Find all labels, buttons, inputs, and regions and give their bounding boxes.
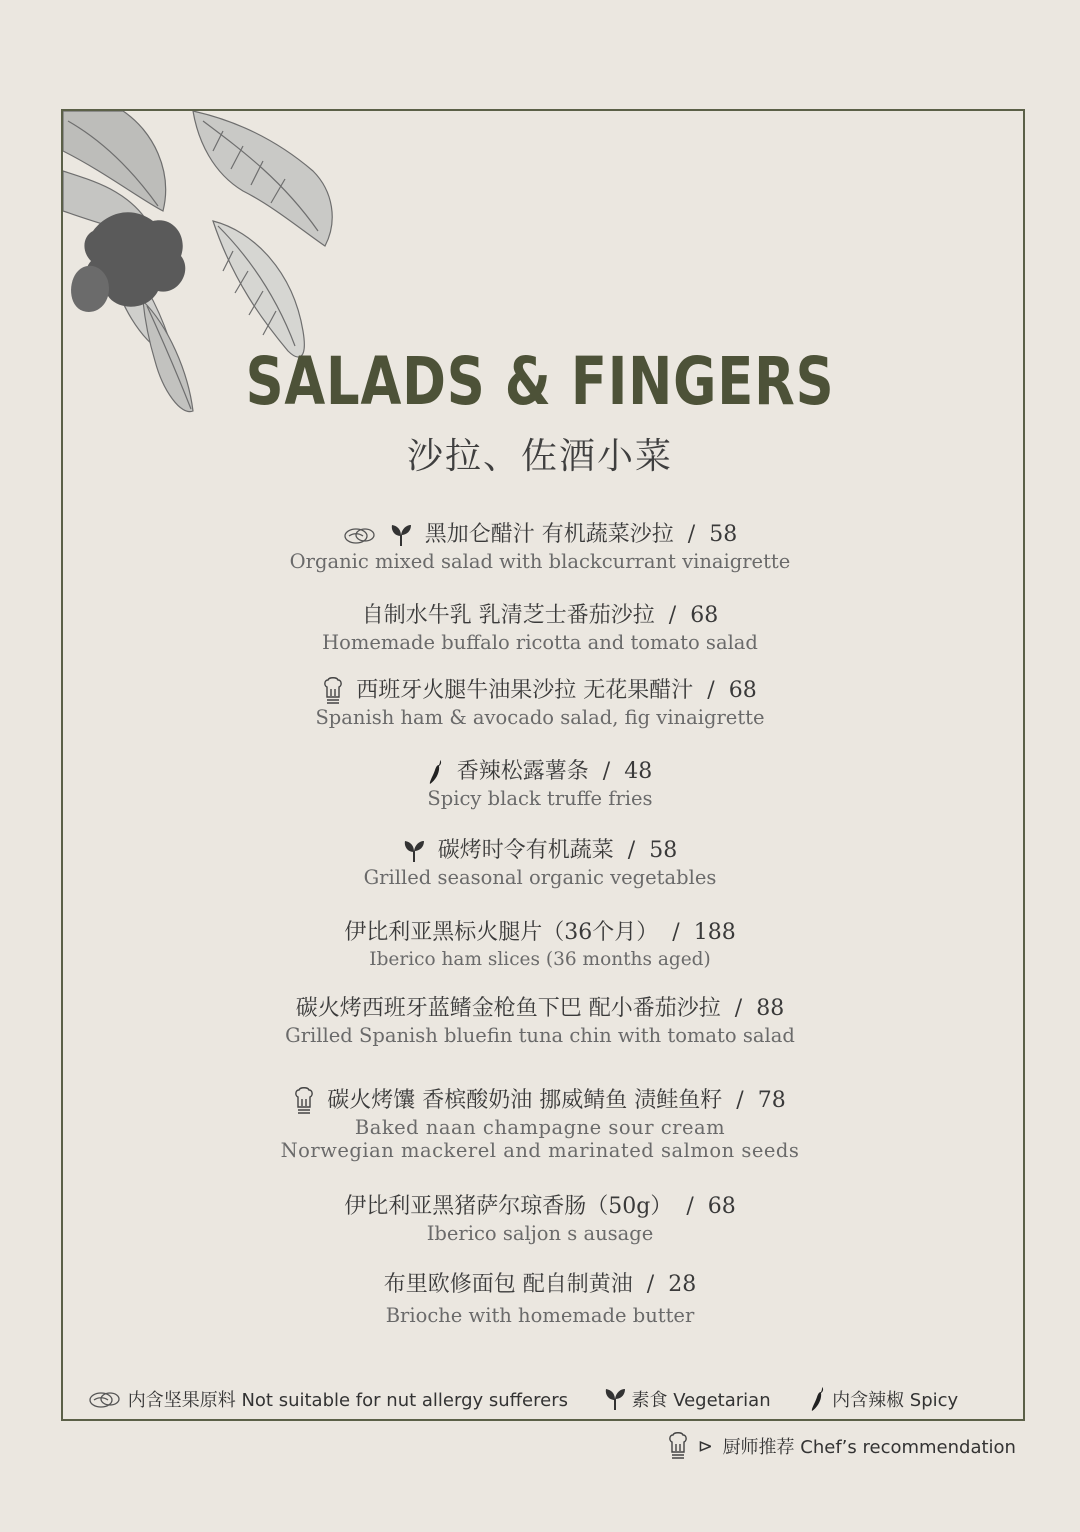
arrow-icon: ⊳ [697, 1435, 713, 1457]
item-en-line2: Norwegian mackerel and marinated salmon seeds [280, 1139, 800, 1162]
nut-icon [343, 524, 377, 546]
vegetarian-icon [403, 839, 425, 863]
menu-item [140, 1192, 940, 1245]
icon-legend [88, 1385, 1008, 1413]
separator: / [668, 603, 677, 628]
item-price: 68 [690, 603, 719, 628]
item-cn: 自制水牛乳 乳清芝士番茄沙拉 [361, 603, 655, 628]
separator: / [646, 1272, 655, 1297]
item-en: Iberico saljon s ausage [426, 1222, 654, 1245]
item-cn: 西班牙火腿牛油果沙拉 无花果醋汁 [356, 678, 694, 703]
item-price: 48 [624, 759, 653, 784]
legend-nut: 内含坚果原料 Not suitable for nut allergy sufferers [127, 1390, 568, 1411]
chef-hat-icon [323, 677, 343, 705]
chef-recommendation-legend [668, 1432, 1016, 1460]
legend-vegetarian: 素食 Vegetarian [631, 1390, 771, 1411]
item-en: Iberico ham slices (36 months aged) [369, 949, 711, 970]
legend-chef: 厨师推荐 Chef’s recommendation [722, 1437, 1016, 1458]
item-en: Grilled seasonal organic vegetables [363, 866, 717, 889]
chef-hat-icon [668, 1432, 688, 1460]
item-cn: 碳火烤西班牙蓝鳍金枪鱼下巴 配小番茄沙拉 [295, 996, 721, 1021]
item-en: Organic mixed salad with blackcurrant vinaigrette [289, 550, 791, 573]
menu-item [140, 757, 940, 810]
menu-item [140, 601, 940, 654]
chef-hat-icon [294, 1087, 314, 1115]
item-en: Homemade buffalo ricotta and tomato salad [322, 631, 758, 654]
separator: / [707, 678, 715, 703]
menu-item [140, 994, 940, 1047]
separator: / [627, 838, 636, 863]
menu-item [140, 1086, 940, 1162]
nut-icon [88, 1388, 122, 1410]
separator: / [686, 1194, 694, 1219]
item-price: 88 [756, 996, 785, 1021]
chili-icon [428, 758, 444, 786]
separator: / [736, 1088, 744, 1113]
item-price: 68 [728, 678, 757, 703]
separator: / [734, 996, 743, 1021]
item-cn: 碳火烤馕 香槟酸奶油 挪威鲭鱼 渍鲑鱼籽 [327, 1088, 723, 1113]
menu-item [140, 836, 940, 889]
item-en: Baked naan champagne sour cream [354, 1116, 726, 1139]
item-en: Brioche with homemade butter [385, 1304, 695, 1327]
item-price: 58 [709, 522, 738, 547]
legend-spicy: 内含辣椒 Spicy [832, 1390, 959, 1411]
item-cn: 黑加仑醋汁 有机蔬菜沙拉 [424, 522, 674, 547]
item-price: 28 [668, 1272, 697, 1297]
item-price: 68 [707, 1194, 736, 1219]
item-cn: 伊比利亚黑猪萨尔琼香肠（50g） [344, 1194, 673, 1219]
menu-item [140, 1270, 940, 1327]
separator: / [602, 759, 611, 784]
item-price: 188 [693, 920, 736, 945]
separator: / [672, 920, 680, 945]
item-en: Grilled Spanish bluefin tuna chin with tomato salad [285, 1024, 795, 1047]
item-en: Spanish ham & avocado salad, fig vinaigrette [315, 706, 765, 729]
menu-item [140, 676, 940, 729]
item-cn: 伊比利亚黑标火腿片（36个月） [344, 920, 659, 945]
vegetarian-icon [390, 523, 412, 547]
vegetarian-icon [604, 1386, 626, 1412]
separator: / [687, 522, 696, 547]
menu-title: SALADS & FINGERS [245, 343, 835, 420]
menu-item [140, 520, 940, 573]
chili-icon [810, 1385, 826, 1413]
item-price: 58 [649, 838, 678, 863]
item-price: 78 [757, 1088, 786, 1113]
menu-subtitle: 沙拉、佐酒小菜 [406, 436, 673, 477]
item-en: Spicy black truffe fries [427, 787, 653, 810]
menu-item [140, 918, 940, 971]
item-cn: 碳烤时令有机蔬菜 [437, 838, 614, 863]
item-cn: 布里欧修面包 配自制黄油 [383, 1272, 633, 1297]
item-cn: 香辣松露薯条 [456, 759, 589, 784]
